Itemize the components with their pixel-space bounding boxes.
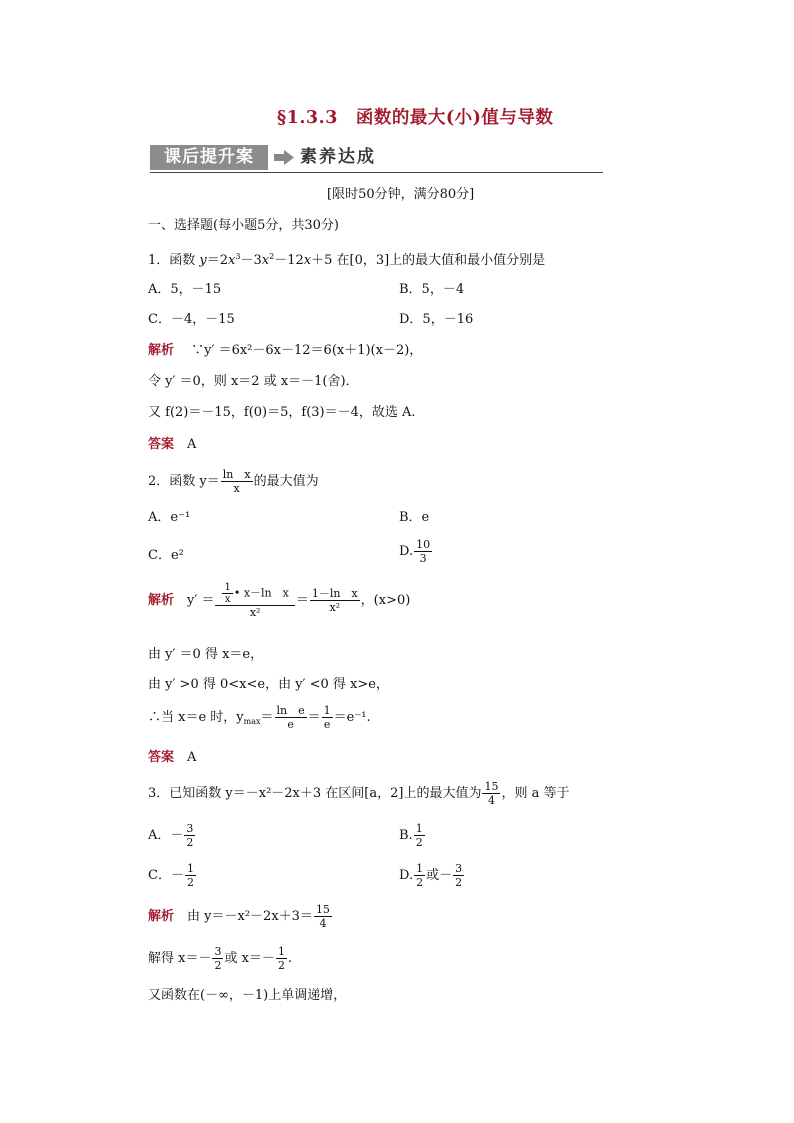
fraction: $\frac{1}{e}$ [323, 704, 331, 731]
q2-solution-line-1: 解析 y′ ＝ $\frac{1}{x}$ • x－ln x x² ＝ $\frac{\text{1－ln x}}{\text{x²}}$ ，(x>0) [148, 582, 411, 619]
q2-solution-line-4: ∴当 x＝e 时，$y_{max}=$ $\frac{\text{ln e}}{e}$ ＝ $\frac{1}{e}$ ＝e⁻¹. [148, 704, 371, 731]
q2-solution-line-3: 由 y′ >0 得 0<x<e，由 y′ <0 得 x>e， [148, 677, 389, 692]
q1-option-c: C．－4，－15 [148, 312, 235, 327]
q2-option-d: D. $\frac{10}{3}$ [399, 538, 431, 565]
q3-solution-line-1: 解析 由 y＝－x²－2x＋3＝ $\frac{15}{4}$ [148, 903, 330, 930]
q1-solution-line-1: 解析 ∵y′ ＝6x²－6x－12＝6(x＋1)(x－2)， [148, 343, 423, 358]
fraction: $\frac{1}{2}$ [277, 945, 285, 972]
fraction: $\frac{1}{2}$ [416, 862, 424, 889]
page-title: §1.3.3 函数的最大(小)值与导数 [277, 108, 554, 128]
solution-label: 解析 [148, 593, 175, 608]
q1-solution-line-2: 令 y′ ＝0，则 x＝2 或 x＝－1(舍)． [148, 374, 359, 389]
solution-label: 解析 [148, 343, 175, 358]
answer-label: 答案 [148, 437, 175, 452]
q3-option-c: C．－ $\frac{1}{2}$ [148, 862, 194, 889]
section-banner [150, 145, 603, 171]
q1-option-b: B．5，－4 [399, 282, 465, 297]
q3-stem: 3．已知函数 y＝－x²－2x＋3 在区间[a，2]上的最大值为 $\frac{15}{4}$ ，则 a 等于 [148, 780, 570, 807]
fraction: $\frac{\text{1－ln x}}{\text{x²}}$ [311, 587, 358, 614]
q3-option-a: A．－ $\frac{3}{2}$ [148, 822, 194, 849]
q1-option-d: D．5，－16 [399, 312, 474, 327]
compound-fraction: $\frac{1}{x}$ • x－ln x x² [215, 582, 294, 619]
banner-text: 素养达成 [300, 147, 376, 167]
solution-label: 解析 [148, 909, 175, 924]
fraction: $\frac{\text{ln x}}{x}$ [222, 468, 251, 495]
fraction: $\frac{3}{2}$ [214, 945, 222, 972]
fraction: $\frac{1}{2}$ [186, 862, 194, 889]
time-limit: [限时50分钟，满分80分] [327, 187, 475, 202]
answer-label: 答案 [148, 750, 175, 765]
q2-option-b: B．e [399, 510, 430, 525]
q2-solution-line-2: 由 y′ ＝0 得 x＝e， [148, 647, 264, 662]
q2-answer: 答案 A [148, 750, 197, 765]
banner-box: 课后提升案 [150, 145, 268, 170]
fraction: $\frac{3}{2}$ [186, 822, 194, 849]
fraction: $\frac{3}{2}$ [455, 862, 463, 889]
fraction: $\frac{10}{3}$ [416, 538, 431, 565]
fraction: $\frac{\text{ln e}}{e}$ [276, 704, 305, 731]
q2-option-a: A．e⁻¹ [148, 510, 191, 525]
fraction: $\frac{15}{4}$ [484, 780, 499, 807]
q1-solution-line-3: 又 f(2)＝－15，f(0)＝5，f(3)＝－4，故选 A. [148, 405, 416, 420]
q1-answer: 答案 A [148, 437, 197, 452]
q1-stem: 1．函数 $y=2x^3-3x^2-12x+5$ 在[0，3]上的最大值和最小值分别是 [148, 252, 546, 268]
arrow-right-icon [273, 149, 295, 166]
q2-option-c: C．e² [148, 548, 184, 563]
fraction: $\frac{1}{2}$ [415, 822, 423, 849]
section-heading: 一、选择题(每小题5分，共30分) [148, 218, 339, 233]
q3-option-b: B. $\frac{1}{2}$ [399, 822, 423, 849]
q3-solution-line-3: 又函数在(－∞，－1)上单调递增， [148, 988, 347, 1003]
fraction: $\frac{15}{4}$ [315, 903, 330, 930]
q3-solution-line-2: 解得 x＝－ $\frac{3}{2}$ 或 x＝－ $\frac{1}{2}$ . [148, 945, 293, 972]
q1-option-a: A．5，－15 [148, 282, 222, 297]
q3-option-d: D. $\frac{1}{2}$ 或－ $\frac{3}{2}$ [399, 862, 463, 889]
q2-stem: 2．函数 y＝ $\frac{\text{ln x}}{x}$ 的最大值为 [148, 468, 319, 495]
banner-divider [150, 172, 603, 173]
